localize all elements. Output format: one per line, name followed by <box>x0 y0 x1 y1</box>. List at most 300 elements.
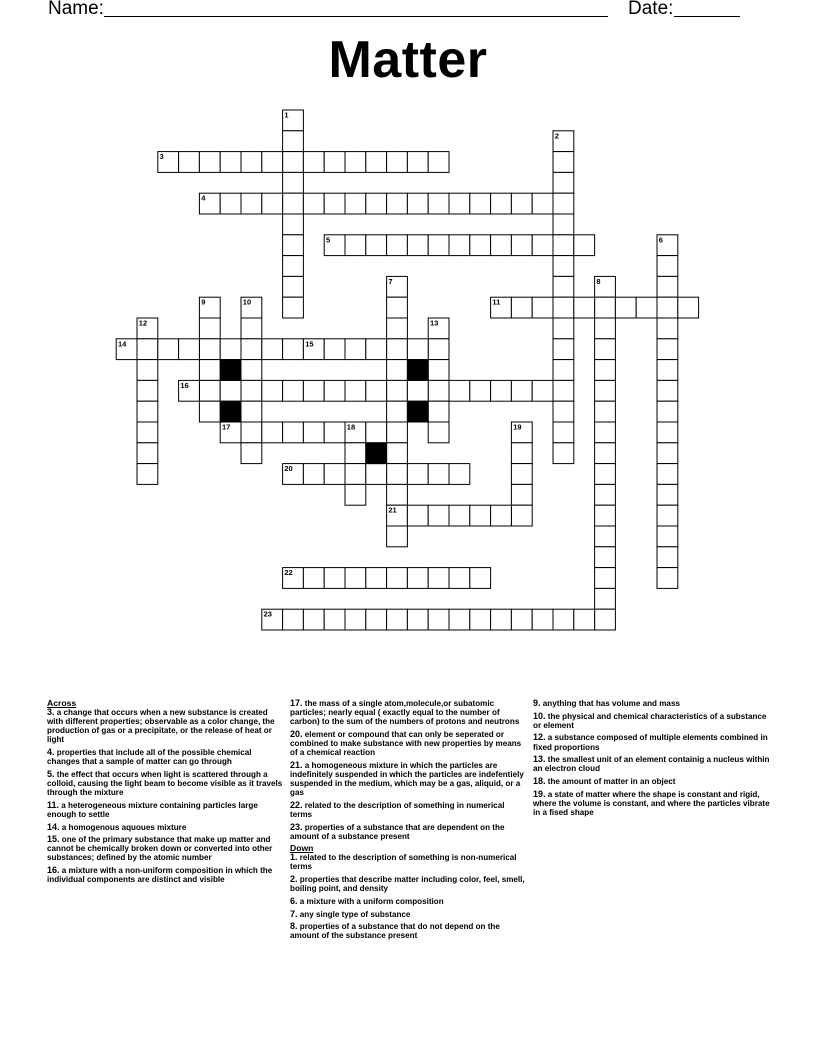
crossword-cell[interactable] <box>470 193 491 214</box>
crossword-cell[interactable] <box>387 339 408 360</box>
crossword-cell[interactable] <box>137 401 158 422</box>
crossword-cell[interactable] <box>241 422 262 443</box>
crossword-cell[interactable] <box>241 443 262 464</box>
crossword-cell[interactable] <box>553 401 574 422</box>
crossword-cell[interactable] <box>137 422 158 443</box>
crossword-cell[interactable] <box>262 193 283 214</box>
crossword-cell[interactable] <box>595 484 616 505</box>
clue-number: 15. <box>47 834 60 845</box>
clue-number-label: 1 <box>284 110 289 120</box>
crossword-cell[interactable] <box>428 464 449 485</box>
clue-number-label: 7 <box>388 276 393 286</box>
crossword-cell[interactable] <box>283 256 304 277</box>
crossword-cell[interactable] <box>511 464 532 485</box>
crossword-cell[interactable] <box>511 193 532 214</box>
clue-across-20 <box>290 730 528 757</box>
crossword-cell[interactable] <box>283 235 304 256</box>
crossword-cell[interactable] <box>199 380 220 401</box>
crossword-cell[interactable] <box>428 339 449 360</box>
clue-text: a homogenous aquoues mixture <box>61 822 187 832</box>
crossword-cell[interactable] <box>553 380 574 401</box>
clue-number-label: 14 <box>118 339 127 349</box>
clue-number: 23. <box>290 821 303 832</box>
crossword-cell[interactable] <box>595 297 616 318</box>
clue-down-6 <box>290 897 528 906</box>
crossword-cell[interactable] <box>428 401 449 422</box>
clue-text: a change that occurs when a new substance is created with different properties; observable as a color change, the production of gas or a precipitate, or the release of heat or light <box>47 708 275 745</box>
crossword-cell[interactable] <box>511 609 532 630</box>
clue-number: 2. <box>290 874 298 885</box>
crossword-cell[interactable] <box>262 339 283 360</box>
clue-column-1 <box>47 699 283 888</box>
crossword-cell[interactable] <box>657 526 678 547</box>
crossword-cell[interactable] <box>241 360 262 381</box>
crossword-cell[interactable] <box>324 193 345 214</box>
clue-text: related to the description of something is non-numerical terms <box>290 853 517 872</box>
crossword-cell[interactable] <box>241 380 262 401</box>
clue-number: 12. <box>533 732 546 743</box>
crossword-cell[interactable] <box>387 360 408 381</box>
crossword-cell[interactable] <box>345 609 366 630</box>
crossword-cell[interactable] <box>657 547 678 568</box>
crossword-cell[interactable] <box>428 505 449 526</box>
clue-text: the mass of a single atom,molecule,or subatomic particles; nearly equal ( exactly equal to the number of carbon) to the sum of the numbers of protons and neutrons <box>290 699 520 727</box>
clue-number: 8. <box>290 921 298 932</box>
crossword-cell[interactable] <box>283 380 304 401</box>
crossword-cell[interactable] <box>407 152 428 173</box>
crossword-cell[interactable] <box>366 422 387 443</box>
clue-number: 7. <box>290 908 298 919</box>
clue-number: 11. <box>47 799 60 810</box>
crossword-cell[interactable] <box>407 568 428 589</box>
clue-down-9 <box>533 699 773 708</box>
crossword-cell[interactable] <box>262 380 283 401</box>
crossword-cell[interactable] <box>595 422 616 443</box>
clue-text: element or compound that can only be seperated or combined to make substance with new properties by means of a chemical reaction <box>290 729 522 758</box>
clue-number-label: 16 <box>180 380 189 390</box>
clue-number: 18. <box>533 776 546 787</box>
clue-number-label: 5 <box>326 235 331 245</box>
crossword-cell[interactable] <box>595 526 616 547</box>
crossword-cell[interactable] <box>324 422 345 443</box>
crossword-cell[interactable] <box>262 152 283 173</box>
clue-text: properties of a substance that are dependent on the amount of a substance present <box>290 822 505 841</box>
crossword-cell[interactable] <box>428 193 449 214</box>
crossword-cell[interactable] <box>220 152 241 173</box>
crossword-cell[interactable] <box>303 380 324 401</box>
crossword-cell[interactable] <box>366 464 387 485</box>
clue-text: a heterogeneous mixture containing particles large enough to settle <box>47 800 258 819</box>
crossword-cell[interactable] <box>553 256 574 277</box>
crossword-cell[interactable] <box>595 547 616 568</box>
clue-column-3 <box>533 699 773 821</box>
clue-text: one of the primary substance that make up matter and cannot be chemically broken down or converted into other substances; defined by the atomic number <box>47 835 273 863</box>
crossword-cell[interactable] <box>553 339 574 360</box>
crossword-cell[interactable] <box>657 401 678 422</box>
name-label: Name: <box>48 0 104 19</box>
crossword-cell[interactable] <box>657 339 678 360</box>
crossword-cell[interactable] <box>158 339 179 360</box>
crossword-cell[interactable] <box>366 568 387 589</box>
crossword-cell[interactable] <box>657 297 678 318</box>
crossword-cell[interactable] <box>387 235 408 256</box>
crossword-cell[interactable] <box>137 380 158 401</box>
crossword-cell[interactable] <box>345 443 366 464</box>
crossword-cell[interactable] <box>595 360 616 381</box>
clue-number: 3. <box>47 707 55 718</box>
crossword-cell[interactable] <box>553 318 574 339</box>
crossword-cell[interactable] <box>657 276 678 297</box>
crossword-cell[interactable] <box>595 505 616 526</box>
date-label: Date: <box>628 0 674 19</box>
clue-text: properties that describe matter including color, feel, smell, boiling point, and density <box>290 875 525 894</box>
crossword-cell[interactable] <box>511 235 532 256</box>
crossword-cell[interactable] <box>345 235 366 256</box>
black-square <box>366 443 387 464</box>
crossword-cell[interactable] <box>345 464 366 485</box>
crossword-cell[interactable] <box>303 193 324 214</box>
crossword-cell[interactable] <box>324 609 345 630</box>
clue-number-label: 10 <box>242 297 252 307</box>
crossword-cell[interactable] <box>241 193 262 214</box>
crossword-cell[interactable] <box>428 235 449 256</box>
crossword-cell[interactable] <box>428 360 449 381</box>
across-heading: Across <box>47 698 77 708</box>
crossword-cell[interactable] <box>553 609 574 630</box>
crossword-cell[interactable] <box>387 401 408 422</box>
crossword-cell[interactable] <box>137 464 158 485</box>
crossword-cell[interactable] <box>491 193 512 214</box>
crossword-cell[interactable] <box>553 214 574 235</box>
crossword-cell[interactable] <box>241 339 262 360</box>
crossword-cell[interactable] <box>657 422 678 443</box>
clue-number: 22. <box>290 799 303 810</box>
clue-number-label: 11 <box>492 297 501 307</box>
crossword-cell[interactable] <box>179 152 200 173</box>
clue-across-21 <box>290 761 528 797</box>
crossword-cell[interactable] <box>387 297 408 318</box>
crossword-cell[interactable] <box>345 380 366 401</box>
crossword-cell[interactable] <box>366 380 387 401</box>
crossword-cell[interactable] <box>387 422 408 443</box>
crossword-cell[interactable] <box>324 464 345 485</box>
crossword-cell[interactable] <box>387 443 408 464</box>
crossword-cell[interactable] <box>657 505 678 526</box>
clue-text: a homogeneous mixture in which the particles are indefinitely suspended in which the particles are indefentiely suspended in the medium, which may be a gas, aliquid, or a gas <box>290 760 524 798</box>
clue-number: 5. <box>47 768 55 779</box>
crossword-cell[interactable] <box>324 152 345 173</box>
crossword-cell[interactable] <box>595 609 616 630</box>
clue-number: 10. <box>533 710 546 721</box>
crossword-cell[interactable] <box>574 609 595 630</box>
crossword-cell[interactable] <box>366 339 387 360</box>
clue-number-label: 17 <box>222 422 231 432</box>
clue-number: 17. <box>290 698 303 708</box>
crossword-cell[interactable] <box>283 172 304 193</box>
clue-across-22 <box>290 801 528 819</box>
crossword-cell[interactable] <box>595 443 616 464</box>
crossword-cell[interactable] <box>303 609 324 630</box>
crossword-cell[interactable] <box>657 360 678 381</box>
crossword-cell[interactable] <box>491 609 512 630</box>
crossword-cell[interactable] <box>387 380 408 401</box>
crossword-cell[interactable] <box>511 484 532 505</box>
crossword-cell[interactable] <box>449 609 470 630</box>
crossword-cell[interactable] <box>636 297 657 318</box>
crossword-cell[interactable] <box>345 152 366 173</box>
clue-number-label: 9 <box>201 297 206 307</box>
black-square <box>407 360 428 381</box>
clue-number-label: 15 <box>305 339 314 349</box>
crossword-cell[interactable] <box>241 152 262 173</box>
crossword-cell[interactable] <box>220 193 241 214</box>
clue-number-label: 21 <box>388 505 397 515</box>
crossword-cell[interactable] <box>283 276 304 297</box>
clue-text: a substance composed of multiple elements combined in fixed proportions <box>533 733 768 752</box>
crossword-cell[interactable] <box>449 568 470 589</box>
crossword-cell[interactable] <box>595 568 616 589</box>
crossword-cell[interactable] <box>199 401 220 422</box>
crossword-cell[interactable] <box>428 152 449 173</box>
crossword-cell[interactable] <box>387 193 408 214</box>
clue-down-1 <box>290 853 528 871</box>
crossword-cell[interactable] <box>491 505 512 526</box>
crossword-cell[interactable] <box>407 505 428 526</box>
clue-across-23 <box>290 823 528 841</box>
clue-down-13 <box>533 755 773 773</box>
crossword-cell[interactable] <box>532 380 553 401</box>
clue-number-label: 20 <box>284 464 293 474</box>
crossword-cell[interactable] <box>511 505 532 526</box>
crossword-cell[interactable] <box>532 297 553 318</box>
crossword-cell[interactable] <box>137 360 158 381</box>
crossword-cell[interactable] <box>324 339 345 360</box>
clue-number-label: 4 <box>201 193 206 203</box>
crossword-cell[interactable] <box>345 193 366 214</box>
crossword-cell[interactable] <box>407 235 428 256</box>
clue-down-12 <box>533 733 773 751</box>
crossword-cell[interactable] <box>283 297 304 318</box>
clue-number: 14. <box>47 821 60 832</box>
crossword-cell[interactable] <box>595 588 616 609</box>
crossword-cell[interactable] <box>657 464 678 485</box>
crossword-cell[interactable] <box>324 568 345 589</box>
clue-number: 13. <box>533 754 546 765</box>
black-square <box>220 401 241 422</box>
crossword-cell[interactable] <box>532 235 553 256</box>
crossword-cell[interactable] <box>283 422 304 443</box>
clue-text: the amount of matter in an object <box>547 777 676 787</box>
clue-across-16 <box>47 866 283 884</box>
clue-across-5 <box>47 770 283 797</box>
clue-list <box>47 699 787 999</box>
crossword-cell[interactable] <box>199 360 220 381</box>
crossword-cell[interactable] <box>283 131 304 152</box>
clue-text: properties that include all of the possible chemical changes that a sample of matter can go through <box>47 748 252 767</box>
clue-number: 19. <box>533 788 546 799</box>
clue-down-19 <box>533 790 773 817</box>
crossword-cell[interactable] <box>407 339 428 360</box>
crossword-cell[interactable] <box>137 443 158 464</box>
crossword-cell[interactable] <box>470 235 491 256</box>
crossword-cell[interactable] <box>449 235 470 256</box>
crossword-cell[interactable] <box>657 256 678 277</box>
clue-number-label: 19 <box>513 422 522 432</box>
crossword-cell[interactable] <box>387 484 408 505</box>
crossword-cell[interactable] <box>553 152 574 173</box>
crossword-cell[interactable] <box>595 464 616 485</box>
crossword-cell[interactable] <box>532 193 553 214</box>
crossword-cell[interactable] <box>595 339 616 360</box>
crossword-cell[interactable] <box>345 568 366 589</box>
crossword-cell[interactable] <box>283 152 304 173</box>
clue-text: a mixture with a uniform composition <box>299 896 444 906</box>
crossword-cell[interactable] <box>553 422 574 443</box>
clue-number: 16. <box>47 865 60 876</box>
clue-across-14 <box>47 823 283 832</box>
clue-down-10 <box>533 712 773 730</box>
crossword-cell[interactable] <box>407 609 428 630</box>
crossword-cell[interactable] <box>657 568 678 589</box>
crossword-cell[interactable] <box>283 609 304 630</box>
crossword-cell[interactable] <box>345 339 366 360</box>
clue-down-2 <box>290 875 528 893</box>
crossword-cell[interactable] <box>470 568 491 589</box>
crossword-cell[interactable] <box>387 464 408 485</box>
crossword-cell[interactable] <box>428 422 449 443</box>
crossword-cell[interactable] <box>262 422 283 443</box>
crossword-cell[interactable] <box>179 339 200 360</box>
clue-column-2 <box>290 699 528 944</box>
down-heading: Down <box>290 843 314 854</box>
crossword-cell[interactable] <box>657 443 678 464</box>
clue-across-15 <box>47 835 283 862</box>
clue-number-label: 6 <box>658 235 663 245</box>
crossword-cell[interactable] <box>491 380 512 401</box>
crossword-cell[interactable] <box>303 464 324 485</box>
clue-number-label: 12 <box>138 318 148 328</box>
crossword-cell[interactable] <box>345 484 366 505</box>
crossword-cell[interactable] <box>303 568 324 589</box>
crossword-cell[interactable] <box>553 360 574 381</box>
crossword-cell[interactable] <box>428 568 449 589</box>
black-square <box>220 360 241 381</box>
crossword-cell[interactable] <box>657 318 678 339</box>
crossword-cell[interactable] <box>428 609 449 630</box>
crossword-cell[interactable] <box>449 505 470 526</box>
crossword-cell[interactable] <box>220 339 241 360</box>
crossword-cell[interactable] <box>428 380 449 401</box>
crossword-cell[interactable] <box>532 609 553 630</box>
clue-number-label: 23 <box>263 609 272 619</box>
clue-text: related to the description of something in numerical terms <box>290 800 505 819</box>
clue-across-3 <box>47 708 283 744</box>
crossword-cell[interactable] <box>387 152 408 173</box>
crossword-cell[interactable] <box>449 380 470 401</box>
crossword-cell[interactable] <box>387 318 408 339</box>
crossword-cell[interactable] <box>137 339 158 360</box>
crossword-cell[interactable] <box>595 380 616 401</box>
crossword-cell[interactable] <box>283 339 304 360</box>
crossword-cell[interactable] <box>387 568 408 589</box>
clue-text: the physical and chemical characteristics of a substance or element <box>533 711 767 730</box>
crossword-cell[interactable] <box>553 193 574 214</box>
clue-number: 1. <box>290 852 298 863</box>
crossword-cell[interactable] <box>553 235 574 256</box>
crossword-cell[interactable] <box>220 380 241 401</box>
crossword-cell[interactable] <box>595 401 616 422</box>
crossword-cell[interactable] <box>470 505 491 526</box>
crossword-cell[interactable] <box>324 380 345 401</box>
clue-number: 20. <box>290 728 303 739</box>
crossword-cell[interactable] <box>553 172 574 193</box>
crossword-cell[interactable] <box>553 443 574 464</box>
clue-text: the smallest unit of an element containig a nucleus within an electron cloud <box>533 755 770 774</box>
clue-number: 21. <box>290 759 303 770</box>
crossword-cell[interactable] <box>303 152 324 173</box>
crossword-cell[interactable] <box>283 214 304 235</box>
crossword-cell[interactable] <box>387 609 408 630</box>
crossword-cell[interactable] <box>407 380 428 401</box>
clue-number-label: 3 <box>159 152 164 162</box>
crossword-cell[interactable] <box>387 526 408 547</box>
crossword-cell[interactable] <box>553 276 574 297</box>
crossword-cell[interactable] <box>449 464 470 485</box>
crossword-cell[interactable] <box>366 235 387 256</box>
clue-down-7 <box>290 910 528 919</box>
clue-number-label: 8 <box>596 276 601 286</box>
page-title: Matter <box>328 31 488 89</box>
crossword-cell[interactable] <box>241 318 262 339</box>
crossword-cell[interactable] <box>491 235 512 256</box>
crossword-cell[interactable] <box>449 193 470 214</box>
crossword-cell[interactable] <box>366 193 387 214</box>
clue-text: the effect that occurs when light is scattered through a colloid, causing the light beam to become visible as it travels through the mixture <box>47 769 283 798</box>
crossword-cell[interactable] <box>241 401 262 422</box>
crossword-cell[interactable] <box>511 380 532 401</box>
crossword-cell[interactable] <box>615 297 636 318</box>
clue-number-label: 22 <box>284 568 293 578</box>
crossword-cell[interactable] <box>199 339 220 360</box>
crossword-cell[interactable] <box>283 193 304 214</box>
crossword-cell[interactable] <box>574 235 595 256</box>
clue-number: 6. <box>290 895 298 906</box>
clue-number: 4. <box>47 747 55 758</box>
clue-number-label: 18 <box>346 422 356 432</box>
crossword-cell[interactable] <box>657 484 678 505</box>
crossword-cell[interactable] <box>199 152 220 173</box>
crossword-cell[interactable] <box>574 297 595 318</box>
crossword-cell[interactable] <box>553 297 574 318</box>
crossword-cell[interactable] <box>678 297 699 318</box>
crossword-cell[interactable] <box>366 152 387 173</box>
crossword-cell[interactable] <box>407 193 428 214</box>
crossword-cell[interactable] <box>470 380 491 401</box>
crossword-cell[interactable] <box>657 380 678 401</box>
crossword-cell[interactable] <box>199 318 220 339</box>
clue-text: properties of a substance that do not depend on the amount of the substance present <box>290 922 500 941</box>
crossword-cell[interactable] <box>511 297 532 318</box>
crossword-cell[interactable] <box>303 422 324 443</box>
clue-across-11 <box>47 801 283 819</box>
crossword-cell[interactable] <box>366 609 387 630</box>
crossword-cell[interactable] <box>470 609 491 630</box>
crossword-cell[interactable] <box>407 464 428 485</box>
crossword-cell[interactable] <box>595 318 616 339</box>
clue-text: a state of matter where the shape is constant and rigid, where the volume is constant, and where the particles vibrate in a fised shape <box>533 789 770 817</box>
crossword-cell[interactable] <box>511 443 532 464</box>
clue-text: anything that has volume and mass <box>542 699 680 708</box>
